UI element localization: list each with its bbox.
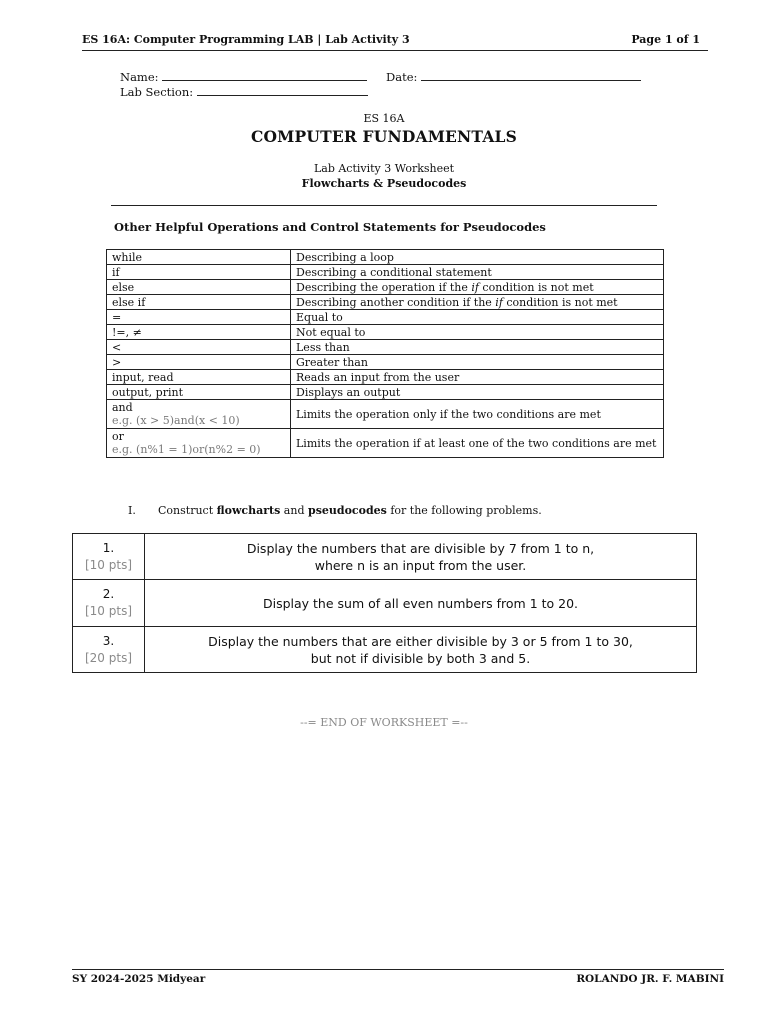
problem-text: where n is an input from the user. [314, 557, 527, 573]
lab-section-field[interactable] [120, 84, 368, 99]
problem-text-cell [145, 627, 697, 673]
table-row [107, 370, 664, 385]
problem-number: 2. [102, 587, 115, 601]
table-row [107, 250, 664, 265]
description-cell: Limits the operation only if the two conditions are met [291, 400, 664, 429]
problem-number: 3. [102, 633, 115, 648]
table-row [107, 385, 664, 400]
description-emphasis: if [495, 295, 503, 309]
name-blank[interactable] [162, 69, 367, 81]
table-row [107, 429, 664, 458]
name-field[interactable] [120, 69, 367, 84]
page-title: COMPUTER FUNDAMENTALS [250, 127, 518, 146]
table-row [107, 295, 664, 310]
page-number: Page 1 of 1 [631, 33, 700, 46]
problem-text: Display the numbers that are either divisible by 3 or 5 from 1 to 30, [208, 633, 633, 649]
school-year: SY 2024-2025 Midyear [72, 973, 206, 985]
description-cell: Not equal to [291, 325, 664, 340]
date-blank[interactable] [421, 69, 641, 81]
problem-row [73, 627, 697, 673]
keyword-cell: else [107, 280, 291, 295]
description-cell: Limits the operation if at least one of the two conditions are met [291, 429, 664, 458]
date-label: Date: [386, 70, 418, 84]
instruction-text: for the following problems. [386, 504, 542, 517]
title-divider [111, 205, 657, 206]
table-row [107, 400, 664, 429]
problems-table [72, 533, 697, 673]
keyword-cell [107, 400, 291, 429]
operations-heading: Other Helpful Operations and Control Statements for Pseudocodes [114, 220, 546, 234]
problem-points: [20 pts] [84, 650, 133, 665]
lab-section-blank[interactable] [197, 84, 368, 96]
end-of-worksheet: --= END OF WORKSHEET =-- [300, 716, 468, 729]
description-text: Describing another condition if the [296, 295, 496, 309]
example-text: e.g. (n%1 = 1)or(n%2 = 0) [112, 443, 261, 456]
table-row [107, 265, 664, 280]
instruction [128, 504, 542, 517]
keyword-cell: if [107, 265, 291, 280]
problem-number-cell [73, 534, 145, 580]
operations-table [106, 249, 664, 458]
page-footer [72, 969, 724, 986]
example-text: e.g. (x > 5)and(x < 10) [112, 414, 240, 427]
lab-section-label: Lab Section: [120, 85, 194, 99]
keyword-cell: < [107, 340, 291, 355]
problem-text-cell [145, 580, 697, 627]
problem-points: [10 pts] [84, 557, 133, 572]
course-code: ES 16A [363, 112, 405, 125]
keyword-cell: = [107, 310, 291, 325]
date-field[interactable] [386, 69, 641, 84]
keyword-cell: output, print [107, 385, 291, 400]
instruction-text: Construct [158, 504, 217, 517]
keyword-cell: !=, ≠ [107, 325, 291, 340]
table-row [107, 340, 664, 355]
description-cell: Equal to [291, 310, 664, 325]
keyword-cell: > [107, 355, 291, 370]
description-text: condition is not met [502, 295, 618, 309]
problem-row [73, 534, 697, 580]
description-cell: Displays an output [291, 385, 664, 400]
description-text: Describing the operation if the [296, 280, 472, 294]
description-emphasis: if [471, 280, 479, 294]
description-cell: Describing a loop [291, 250, 664, 265]
course-line: ES 16A: Computer Programming LAB | Lab Activity 3 [82, 33, 410, 46]
description-cell: Reads an input from the user [291, 370, 664, 385]
instruction-emphasis: pseudocodes [308, 504, 387, 517]
problem-points: [10 pts] [84, 604, 133, 618]
problem-number-cell [73, 580, 145, 627]
problem-number: 1. [102, 540, 115, 555]
problem-text-cell [145, 534, 697, 580]
topic-title: Flowcharts & Pseudocodes [301, 177, 467, 190]
problem-row [73, 580, 697, 627]
worksheet-title: Lab Activity 3 Worksheet [313, 162, 455, 175]
description-cell: Less than [291, 340, 664, 355]
instruction-text: and [280, 504, 308, 517]
description-cell: Describing a conditional statement [291, 265, 664, 280]
problem-text: Display the numbers that are divisible by 7 from 1 to n, [246, 540, 595, 556]
table-row [107, 355, 664, 370]
keyword-cell: else if [107, 295, 291, 310]
table-row [107, 310, 664, 325]
author-name: ROLANDO JR. F. MABINI [576, 973, 724, 985]
description-cell [291, 280, 664, 295]
table-row [107, 325, 664, 340]
name-label: Name: [120, 70, 159, 84]
keyword-text: or [112, 430, 124, 443]
keyword-cell [107, 429, 291, 458]
description-cell [291, 295, 664, 310]
problem-text: but not if divisible by both 3 and 5. [310, 650, 531, 666]
problem-text: Display the sum of all even numbers from 1 to 20. [262, 595, 579, 611]
instruction-number: I. [128, 504, 136, 517]
keyword-cell: while [107, 250, 291, 265]
problem-number-cell [73, 627, 145, 673]
table-row [107, 280, 664, 295]
keyword-text: and [112, 401, 133, 414]
description-cell: Greater than [291, 355, 664, 370]
description-text: condition is not met [478, 280, 594, 294]
page-header [82, 33, 708, 51]
keyword-cell: input, read [107, 370, 291, 385]
instruction-emphasis: flowcharts [216, 504, 281, 517]
